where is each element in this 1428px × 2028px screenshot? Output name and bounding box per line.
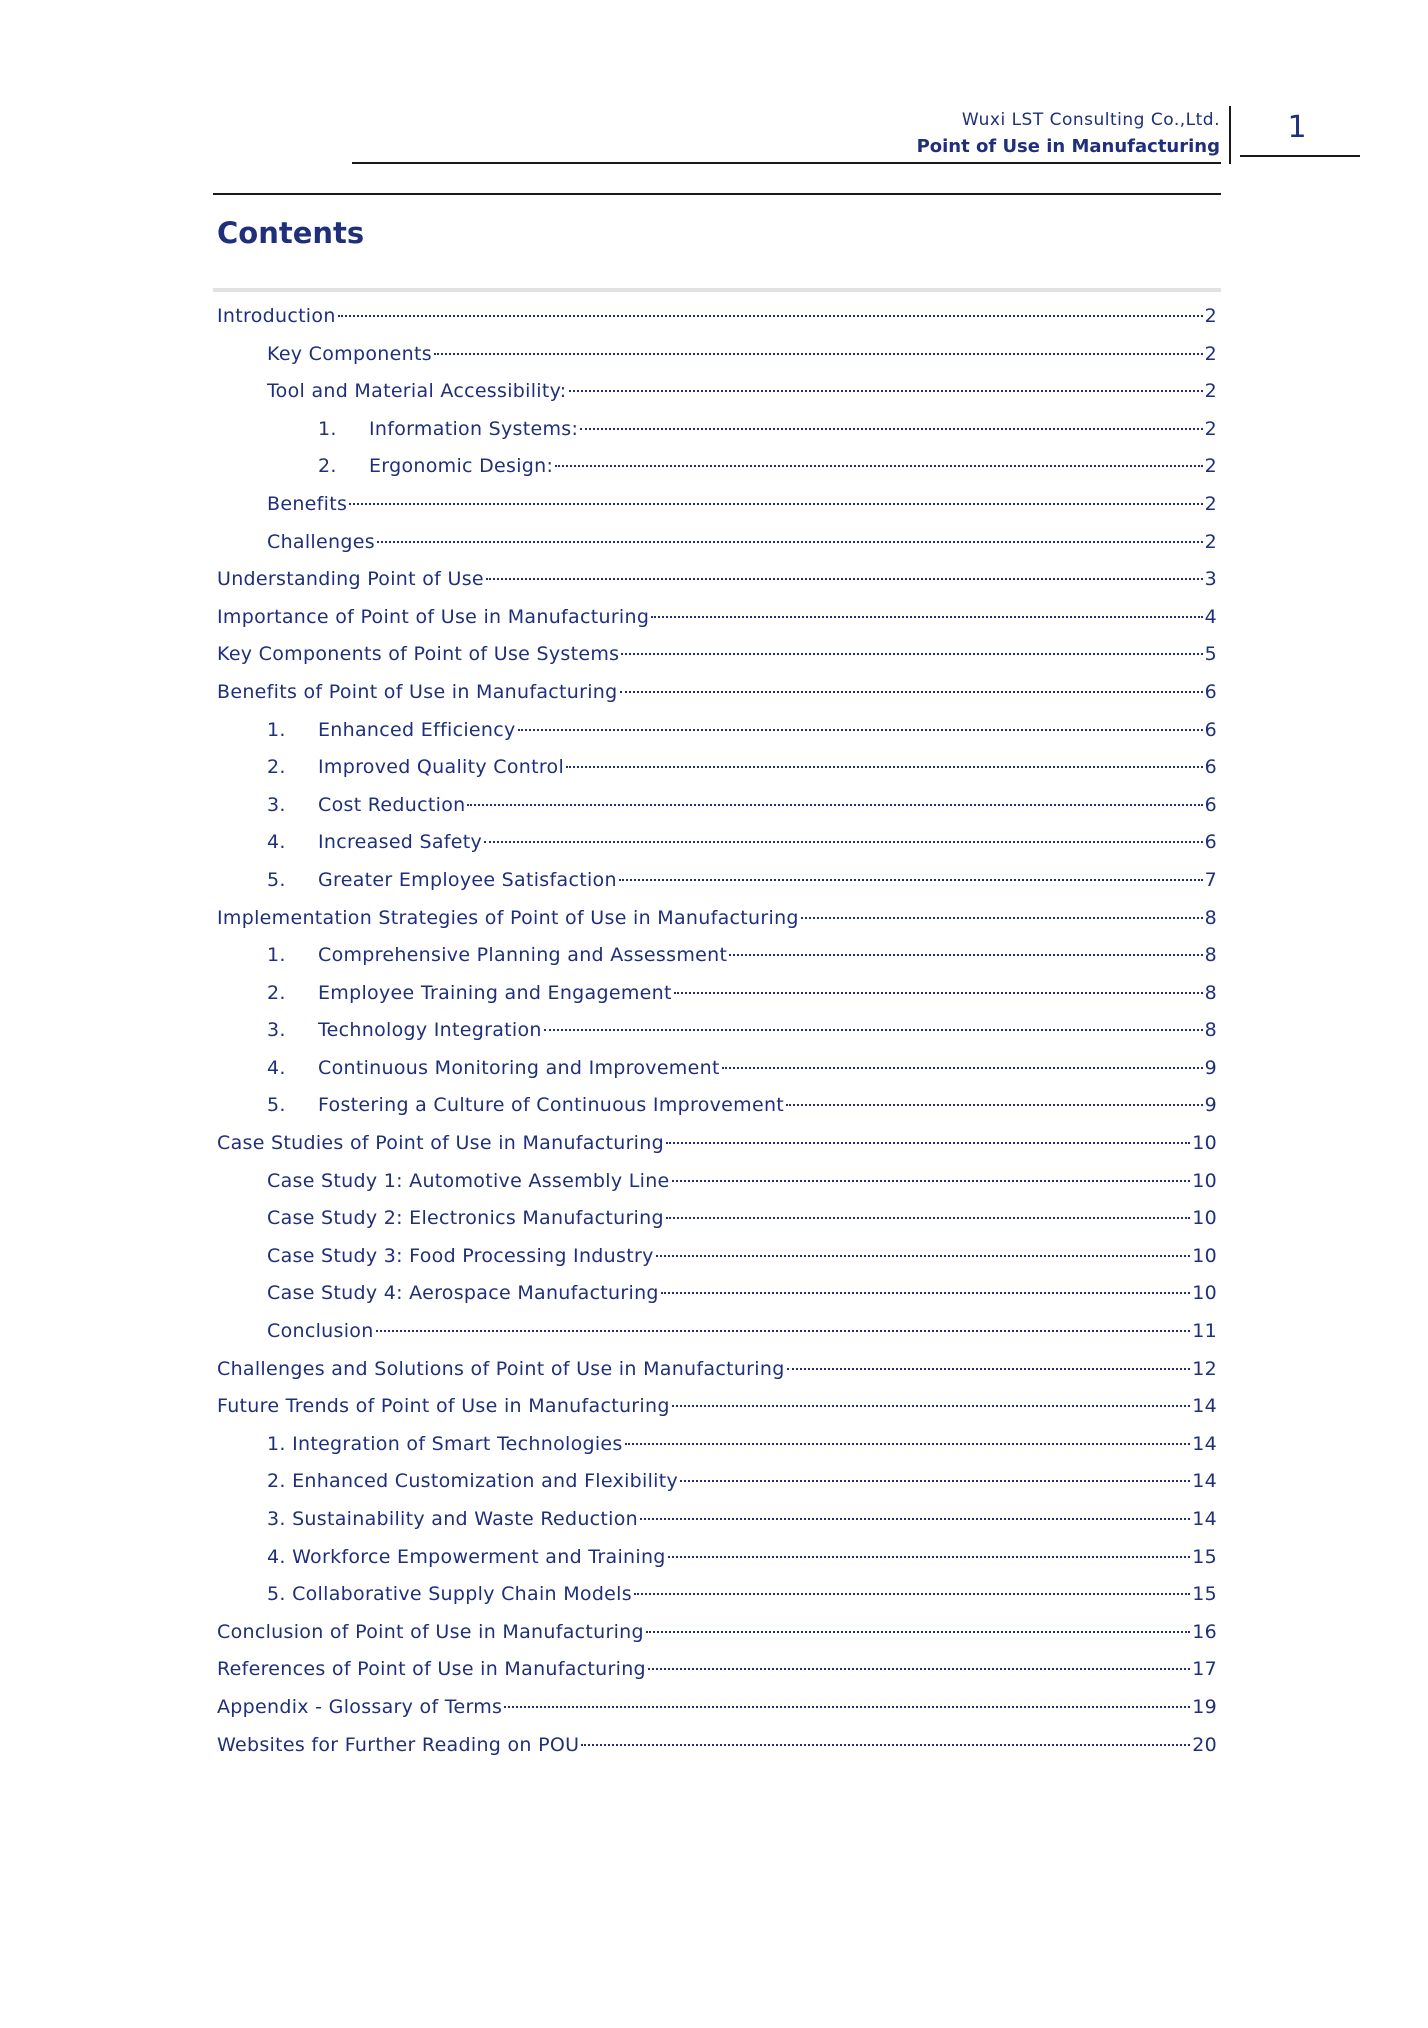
toc-entry-number: 4. — [267, 1056, 286, 1079]
toc-entry[interactable] — [217, 1727, 1217, 1765]
toc-entry[interactable] — [217, 1012, 1217, 1050]
toc-entry-title: Conclusion — [267, 1320, 374, 1343]
toc-entry[interactable] — [217, 862, 1217, 900]
toc-entry-page-number: 8 — [1204, 944, 1217, 967]
toc-entry-page-number: 10 — [1192, 1132, 1217, 1155]
toc-entry[interactable] — [217, 486, 1217, 524]
toc-dot-leader — [661, 1292, 1190, 1294]
toc-entry-page-number: 8 — [1204, 981, 1217, 1004]
table-of-contents — [217, 298, 1217, 1764]
toc-dot-leader — [674, 992, 1203, 994]
toc-entry-number: 4. — [267, 831, 286, 854]
toc-dot-leader — [338, 315, 1203, 317]
toc-entry[interactable] — [217, 787, 1217, 825]
toc-entry-page-number: 12 — [1192, 1357, 1217, 1380]
header-underline — [352, 162, 1221, 164]
toc-dot-leader — [625, 1443, 1191, 1445]
toc-entry-title: Case Study 4: Aerospace Manufacturing — [267, 1282, 659, 1305]
toc-entry-page-number: 5 — [1204, 643, 1217, 666]
toc-dot-leader — [666, 1217, 1190, 1219]
toc-entry-page-number: 6 — [1204, 793, 1217, 816]
toc-entry-page-number: 11 — [1192, 1320, 1217, 1343]
toc-entry-title: Conclusion of Point of Use in Manufacturing — [217, 1620, 644, 1643]
toc-entry-title: Ergonomic Design: — [369, 455, 554, 478]
heading-rule — [213, 288, 1221, 292]
toc-entry[interactable] — [217, 1125, 1217, 1163]
toc-entry-title: Appendix - Glossary of Terms — [217, 1695, 503, 1718]
toc-dot-leader — [484, 841, 1203, 843]
toc-entry-page-number: 6 — [1204, 680, 1217, 703]
toc-entry-page-number: 6 — [1204, 756, 1217, 779]
toc-dot-leader — [801, 917, 1203, 919]
toc-entry-title: Information Systems: — [369, 417, 579, 440]
toc-dot-leader — [722, 1067, 1203, 1069]
toc-entry-title: Understanding Point of Use — [217, 568, 484, 591]
toc-entry-page-number: 10 — [1192, 1282, 1217, 1305]
contents-heading: Contents — [217, 216, 365, 250]
page-number-underline — [1240, 155, 1360, 157]
toc-entry-page-number: 14 — [1192, 1508, 1217, 1530]
toc-entry-page-number: 17 — [1192, 1658, 1217, 1681]
toc-entry[interactable] — [217, 1614, 1217, 1652]
toc-dot-leader — [544, 1029, 1203, 1031]
toc-entry[interactable] — [217, 1313, 1217, 1351]
toc-entry-title: Increased Safety — [318, 831, 483, 854]
toc-entry-number: 1. — [267, 944, 286, 967]
header-page-number: 1 — [1287, 110, 1307, 145]
toc-entry-title: Improved Quality Control — [318, 756, 565, 779]
toc-entry-page-number: 14 — [1192, 1470, 1217, 1493]
toc-entry[interactable] — [217, 1539, 1217, 1577]
toc-entry-title: Benefits — [267, 492, 348, 515]
toc-entry[interactable] — [217, 1200, 1217, 1238]
toc-entry-title: Cost Reduction — [318, 793, 466, 816]
toc-entry-page-number: 2 — [1204, 380, 1217, 403]
toc-entry[interactable] — [217, 599, 1217, 637]
toc-dot-leader — [672, 1405, 1191, 1407]
toc-dot-leader — [656, 1255, 1191, 1257]
toc-entry-title: 2. Enhanced Customization and Flexibility — [267, 1470, 679, 1493]
toc-dot-leader — [621, 653, 1202, 655]
toc-entry[interactable] — [217, 411, 1217, 449]
toc-entry-title: Case Study 3: Food Processing Industry — [267, 1244, 654, 1267]
toc-entry[interactable] — [217, 1050, 1217, 1088]
toc-entry-title: Introduction — [217, 305, 336, 327]
toc-entry[interactable] — [217, 1351, 1217, 1389]
toc-dot-leader — [467, 804, 1202, 806]
toc-entry-page-number: 19 — [1192, 1695, 1217, 1718]
toc-entry-title: Case Study 1: Automotive Assembly Line — [267, 1169, 670, 1192]
toc-entry-title: Implementation Strategies of Point of Use in Manufacturing — [217, 906, 799, 929]
toc-dot-leader — [569, 390, 1203, 392]
toc-entry-title: 1. Integration of Smart Technologies — [267, 1432, 623, 1455]
toc-dot-leader — [786, 1104, 1203, 1106]
toc-dot-leader — [787, 1368, 1191, 1370]
toc-entry-title: Key Components — [267, 342, 432, 365]
toc-entry[interactable] — [217, 749, 1217, 787]
toc-dot-leader — [581, 1744, 1190, 1746]
toc-entry[interactable] — [217, 298, 1217, 336]
toc-entry-page-number: 2 — [1204, 530, 1217, 553]
toc-dot-leader — [349, 503, 1202, 505]
toc-entry-title: Case Studies of Point of Use in Manufacturing — [217, 1132, 664, 1155]
toc-entry-title: Employee Training and Engagement — [318, 981, 672, 1004]
toc-entry-title: Key Components of Point of Use Systems — [217, 643, 620, 666]
toc-entry[interactable] — [217, 1238, 1217, 1276]
toc-entry[interactable] — [217, 636, 1217, 674]
toc-entry[interactable] — [217, 448, 1217, 486]
toc-dot-leader — [640, 1518, 1190, 1520]
toc-dot-leader — [580, 428, 1202, 430]
toc-dot-leader — [566, 766, 1203, 768]
toc-entry[interactable] — [217, 1275, 1217, 1313]
toc-entry-page-number: 6 — [1204, 831, 1217, 854]
toc-entry-title: Future Trends of Point of Use in Manufacturing — [217, 1395, 670, 1418]
toc-dot-leader — [668, 1556, 1191, 1558]
toc-entry-page-number: 7 — [1204, 868, 1217, 891]
toc-entry-page-number: 9 — [1204, 1094, 1217, 1117]
toc-entry-title: Challenges and Solutions of Point of Use in Manufacturing — [217, 1357, 785, 1380]
toc-entry-title: Greater Employee Satisfaction — [318, 868, 617, 891]
toc-entry-page-number: 10 — [1192, 1169, 1217, 1192]
toc-entry-title: Enhanced Efficiency — [318, 718, 516, 741]
toc-entry-title: 3. Sustainability and Waste Reduction — [267, 1508, 639, 1530]
toc-dot-leader — [504, 1706, 1190, 1708]
toc-entry-number: 5. — [267, 868, 286, 891]
toc-entry-page-number: 2 — [1204, 342, 1217, 365]
top-rule — [213, 193, 1221, 195]
toc-entry-page-number: 2 — [1204, 455, 1217, 478]
toc-entry[interactable] — [217, 1087, 1217, 1125]
toc-entry[interactable] — [217, 1163, 1217, 1201]
header-company-name: Wuxi LST Consulting Co.,Ltd. — [961, 110, 1220, 130]
toc-entry[interactable] — [217, 373, 1217, 411]
toc-entry-page-number: 2 — [1204, 417, 1217, 440]
toc-entry-page-number: 14 — [1192, 1395, 1217, 1418]
toc-dot-leader — [666, 1142, 1190, 1144]
toc-entry-page-number: 10 — [1192, 1244, 1217, 1267]
toc-dot-leader — [680, 1480, 1190, 1482]
toc-entry[interactable] — [217, 975, 1217, 1013]
toc-dot-leader — [376, 1330, 1191, 1332]
toc-entry-title: Websites for Further Reading on POU — [217, 1733, 580, 1756]
toc-entry-page-number: 8 — [1204, 1019, 1217, 1042]
header-divider — [1229, 106, 1231, 164]
toc-entry[interactable] — [217, 524, 1217, 562]
toc-dot-leader — [729, 954, 1202, 956]
toc-entry-number: 5. — [267, 1094, 286, 1117]
toc-entry-title: Challenges — [267, 530, 375, 553]
toc-entry-title: Continuous Monitoring and Improvement — [318, 1056, 720, 1079]
toc-entry-title: Importance of Point of Use in Manufacturing — [217, 605, 650, 628]
toc-dot-leader — [620, 691, 1203, 693]
toc-entry-page-number: 8 — [1204, 906, 1217, 929]
toc-entry[interactable] — [217, 1576, 1217, 1614]
toc-entry-page-number: 9 — [1204, 1056, 1217, 1079]
toc-dot-leader — [434, 353, 1203, 355]
toc-entry-title: References of Point of Use in Manufacturing — [217, 1658, 646, 1681]
toc-entry-number: 2. — [318, 455, 337, 478]
toc-entry[interactable] — [217, 561, 1217, 599]
toc-entry-number: 3. — [267, 1019, 286, 1042]
toc-entry-title: Tool and Material Accessibility: — [267, 380, 567, 403]
toc-dot-leader — [651, 616, 1202, 618]
toc-entry-title: Fostering a Culture of Continuous Improvement — [318, 1094, 785, 1117]
toc-entry-page-number: 2 — [1204, 492, 1217, 515]
toc-entry[interactable] — [217, 900, 1217, 938]
toc-entry-page-number: 16 — [1192, 1620, 1217, 1643]
toc-entry-page-number: 20 — [1192, 1733, 1217, 1756]
toc-entry[interactable] — [217, 1501, 1217, 1539]
toc-entry-page-number: 15 — [1192, 1583, 1217, 1606]
toc-dot-leader — [555, 465, 1202, 467]
toc-dot-leader — [619, 879, 1203, 881]
toc-dot-leader — [486, 578, 1203, 580]
toc-dot-leader — [634, 1593, 1190, 1595]
header-document-title: Point of Use in Manufacturing — [916, 136, 1220, 157]
toc-entry-title: Comprehensive Planning and Assessment — [318, 944, 728, 967]
toc-dot-leader — [377, 541, 1203, 543]
toc-entry-number: 3. — [267, 793, 286, 816]
toc-entry[interactable] — [217, 712, 1217, 750]
toc-entry[interactable] — [217, 824, 1217, 862]
toc-entry-page-number: 14 — [1192, 1432, 1217, 1455]
toc-entry-number: 2. — [267, 756, 286, 779]
toc-entry-page-number: 2 — [1204, 305, 1217, 327]
toc-entry-page-number: 4 — [1204, 605, 1217, 628]
toc-entry-title: Case Study 2: Electronics Manufacturing — [267, 1207, 664, 1230]
toc-entry-title: 5. Collaborative Supply Chain Models — [267, 1583, 632, 1606]
toc-entry[interactable] — [217, 1689, 1217, 1727]
toc-entry-title: 4. Workforce Empowerment and Training — [267, 1545, 666, 1568]
toc-entry-page-number: 6 — [1204, 718, 1217, 741]
toc-entry[interactable] — [217, 937, 1217, 975]
toc-entry[interactable] — [217, 674, 1217, 712]
toc-entry-page-number: 15 — [1192, 1545, 1217, 1568]
toc-entry-number: 2. — [267, 981, 286, 1004]
toc-entry-page-number: 10 — [1192, 1207, 1217, 1230]
toc-entry[interactable] — [217, 1463, 1217, 1501]
toc-entry-title: Technology Integration — [318, 1019, 542, 1042]
toc-dot-leader — [672, 1180, 1191, 1182]
toc-entry-number: 1. — [267, 718, 286, 741]
toc-dot-leader — [646, 1631, 1190, 1633]
toc-entry-number: 1. — [318, 417, 337, 440]
toc-entry[interactable] — [217, 336, 1217, 374]
toc-dot-leader — [518, 729, 1203, 731]
toc-entry[interactable] — [217, 1651, 1217, 1689]
toc-dot-leader — [648, 1668, 1190, 1670]
toc-entry-page-number: 3 — [1204, 568, 1217, 591]
toc-entry-title: Benefits of Point of Use in Manufacturing — [217, 680, 618, 703]
toc-entry[interactable] — [217, 1388, 1217, 1426]
toc-entry[interactable] — [217, 1426, 1217, 1464]
